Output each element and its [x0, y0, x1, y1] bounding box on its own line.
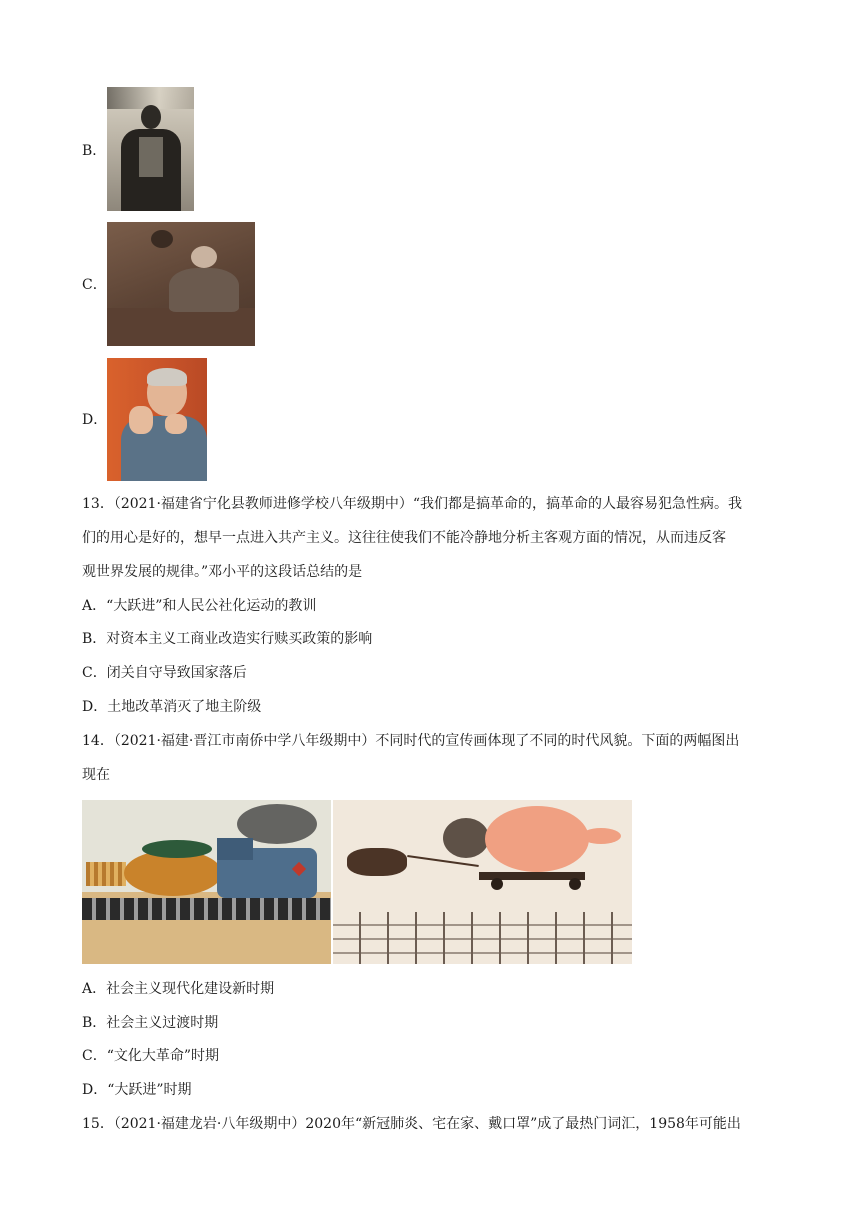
q13-stem-line-1: 13．（2021·福建省宁化县教师进修学校八年级期中）“我们都是搞革命的，搞革命的人最容易犯急性病。我	[82, 496, 743, 512]
q12-option-c-label[interactable]: C．	[82, 277, 107, 293]
q12-option-c-photo[interactable]	[107, 222, 255, 346]
q13-stem-line-3: 观世界发展的规律。”邓小平的这段话总结的是	[82, 564, 363, 580]
q14-option-b[interactable]: B．社会主义过渡时期	[82, 1015, 219, 1031]
q14-stem-line-1: 14．（2021·福建·晋江市南侨中学八年级期中）不同时代的宣传画体现了不同的时代风貌。下面的两幅图出	[82, 733, 740, 749]
q14-option-a[interactable]: A．社会主义现代化建设新时期	[82, 981, 275, 997]
q14-propaganda-poster-train	[82, 800, 331, 964]
q12-option-d-photo[interactable]	[107, 358, 207, 481]
q12-option-b-photo[interactable]	[107, 87, 194, 211]
q13-option-c[interactable]: C．闭关自守导致国家落后	[82, 665, 247, 681]
q13-option-d[interactable]: D．土地改革消灭了地主阶级	[82, 699, 262, 715]
q13-option-a[interactable]: A．“大跃进”和人民公社化运动的教训	[82, 598, 317, 614]
q14-option-d[interactable]: D．“大跃进”时期	[82, 1082, 192, 1098]
q12-option-d-label[interactable]: D．	[82, 412, 108, 428]
q13-stem-line-2: 们的用心是好的，想早一点进入共产主义。这往往使我们不能冷静地分析主客观方面的情况，从而违反客	[82, 530, 726, 546]
q14-propaganda-poster-oxcart	[333, 800, 632, 964]
q15-stem-line-1: 15．（2021·福建龙岩·八年级期中）2020年“新冠肺炎、宅在家、戴口罩”成了最热门词汇，1958年可能出	[82, 1116, 741, 1132]
q14-stem-line-2: 现在	[82, 767, 110, 783]
q14-option-c[interactable]: C．“文化大革命”时期	[82, 1048, 220, 1064]
q12-option-b-label[interactable]: B．	[82, 143, 107, 159]
q13-option-b[interactable]: B．对资本主义工商业改造实行赎买政策的影响	[82, 631, 373, 647]
